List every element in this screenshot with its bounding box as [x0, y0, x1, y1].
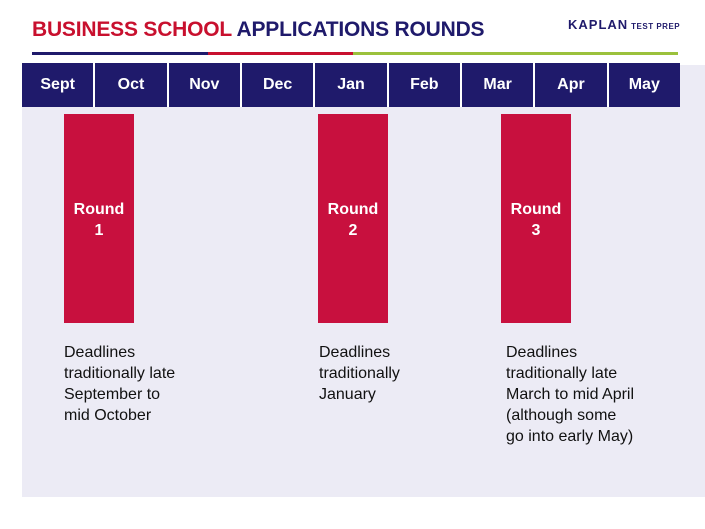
desc-line: September to [64, 386, 161, 403]
desc-line: mid October [64, 407, 152, 424]
title-part-red: BUSINESS SCHOOL [32, 18, 232, 41]
round-1-bar [64, 114, 134, 323]
round-2-bar [318, 114, 388, 323]
desc-line: traditionally [319, 365, 400, 382]
round-1-number: 1 [94, 222, 104, 239]
month-sept: Sept [22, 63, 93, 107]
title-part-blue: APPLICATIONS ROUNDS [236, 18, 485, 41]
logo-sub: TEST PREP [631, 22, 681, 31]
logo-main: KAPLAN [568, 17, 629, 32]
month-oct: Oct [93, 63, 166, 107]
month-may: May [607, 63, 680, 107]
round-2-number: 2 [348, 222, 358, 239]
desc-line: January [319, 386, 376, 403]
month-jan: Jan [313, 63, 386, 107]
desc-line: Deadlines [319, 344, 391, 361]
desc-line: traditionally late [506, 365, 618, 382]
round-1-description [64, 342, 175, 426]
month-mar: Mar [460, 63, 533, 107]
round-1-label: Round [73, 201, 125, 218]
round-2-description [319, 342, 400, 405]
round-3-bar [501, 114, 571, 323]
month-dec: Dec [240, 63, 313, 107]
month-feb: Feb [387, 63, 460, 107]
round-3-label: Round [510, 201, 562, 218]
month-header [22, 63, 680, 107]
month-apr: Apr [533, 63, 606, 107]
desc-line: Deadlines [506, 344, 578, 361]
desc-line: March to mid April [506, 386, 635, 403]
desc-line: Deadlines [64, 344, 136, 361]
title-rule-navy [32, 52, 208, 55]
title-rule-red [208, 52, 353, 55]
round-3-number: 3 [531, 222, 541, 239]
title-rule-green [353, 52, 678, 55]
round-2-label: Round [327, 201, 379, 218]
month-nov: Nov [167, 63, 240, 107]
desc-line: (although some [506, 407, 617, 424]
kaplan-logo [568, 17, 680, 32]
desc-line: go into early May) [506, 428, 634, 445]
desc-line: traditionally late [64, 365, 176, 382]
round-3-description [506, 342, 634, 447]
page-title [32, 18, 484, 42]
